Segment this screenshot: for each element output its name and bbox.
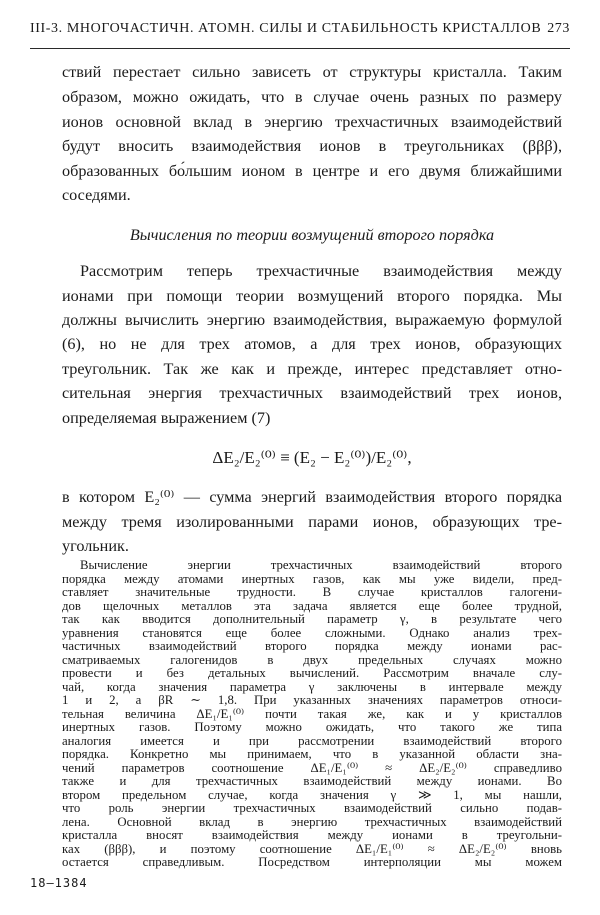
text-line: 1 и 2, а βR ∼ 1,8. При указанных значениях параметров относи- [62, 694, 562, 708]
text-line: порядка. Конкретно мы принимаем, что в указанной области зна- [62, 748, 562, 762]
text-line: также и для трехчастичных взаимодействий между ионами. Во [62, 775, 562, 789]
text-line: что роль энергии трехчастичных взаимодействий сильно подав- [62, 802, 562, 816]
text-line: чений параметров соотношение ΔE₁/E₁⁽⁰⁾ ≈ ΔE₂/E₂⁽⁰⁾ справедливо [62, 761, 562, 775]
text-line: Рассмотрим теперь трехчастичные взаимодействия между [80, 262, 562, 280]
text-line: ках (βββ), и поэтому соотношение ΔE₁/E₁⁽⁰⁾ ≈ ΔE₂/E₂⁽⁰⁾ вновь [62, 842, 562, 856]
text-line: определяемая выражением (7) [62, 409, 271, 427]
text-line: дов щелочных металлов эта задача является еще более трудной, [62, 599, 562, 613]
text-line: кристалла вносят взаимодействия между ионами в треугольни- [62, 829, 562, 843]
text-line: треугольник. Так же как и прежде, интерес представляет отно- [62, 360, 562, 378]
formula: ΔE₂/E₂⁽⁰⁾ ≡ (E₂ − E₂⁽⁰⁾)/E₂⁽⁰⁾, [212, 448, 412, 467]
text-line: в котором E₂⁽⁰⁾ — сумма энергий взаимодействия второго порядка [62, 488, 562, 506]
text-line: инертных газов. Поэтому можно ожидать, что такого же типа [62, 721, 562, 735]
text-line: порядка между атомами инертных газов, как мы уже видели, пред- [62, 572, 562, 586]
text-line: сительная энергия трехчастичных взаимодействий трех ионов, [62, 384, 562, 402]
text-line: должны вычислить энергию взаимодействия, выражаемую формулой (6), но не для трех атомов, а для трех ионов, образующих [62, 311, 562, 353]
page-number: 273 [547, 21, 570, 36]
text-line: угольник. [62, 537, 129, 555]
text-line: ионов основной вклад в энергию трехчастичных взаимодействий [62, 113, 562, 131]
text-line: образованных бо́льшим ионом в центре и его двумя ближайшими [62, 162, 562, 180]
text-line: соседями. [62, 186, 131, 204]
running-head-title: III-3. МНОГОЧАСТИЧН. АТОМН. СИЛЫ И СТАБИЛЬНОСТЬ КРИСТАЛЛОВ [30, 21, 542, 36]
text-line: чай, когда значения параметра γ заключены в интервале между [62, 680, 562, 694]
text-line: остается справедливым. Посредством интерполяции мы можем [62, 856, 562, 870]
text-line: так как вводится дополнительный параметр γ, в результате чего [62, 613, 562, 627]
text-line: образом, можно ожидать, что в случае очень разных по размеру [62, 88, 562, 106]
text-line: сматриваемых галогенидов в двух предельных случаях можно [62, 653, 562, 667]
section-heading: Вычисления по теории возмущений второго порядка [129, 226, 495, 244]
text-line: между тремя изолированными парами ионов, образующих тре- [62, 513, 562, 531]
text-line: уравнения становятся еще более сложными. Однако анализ трех- [62, 626, 562, 640]
text-line: Вычисление энергии трехчастичных взаимодействий второго [80, 559, 562, 572]
text-line: втором предельном случае, когда значения γ ≫ 1, мы нашли, [62, 788, 562, 802]
text-line: ионами при помощи теории возмущений второго порядка. Мы [62, 287, 562, 305]
text-line: аналогия имеется и при рассмотрении взаимодействий второго [62, 734, 562, 748]
printer-signature: 18—1384 [30, 876, 88, 890]
text-line: будут вносить взаимодействия ионов в треугольниках (βββ), [62, 137, 562, 155]
text-line: ставляет значительные трудности. В случае кристаллов галогени- [62, 586, 562, 600]
text-line: лена. Основной вклад в энергию трехчастичных взаимодействий [62, 815, 562, 829]
header-rule [30, 48, 570, 49]
text-line: ствий перестает сильно зависеть от структуры кристалла. Таким [62, 63, 562, 81]
text-line: частичных взаимодействий второго порядка между ионами рас- [62, 640, 562, 654]
text-line: тельная величина ΔE₁/E₁⁽⁰⁾ почти такая же, как и у кристаллов [62, 707, 562, 721]
text-line: провести и без детальных вычислений. Рассмотрим вначале слу- [62, 667, 562, 681]
